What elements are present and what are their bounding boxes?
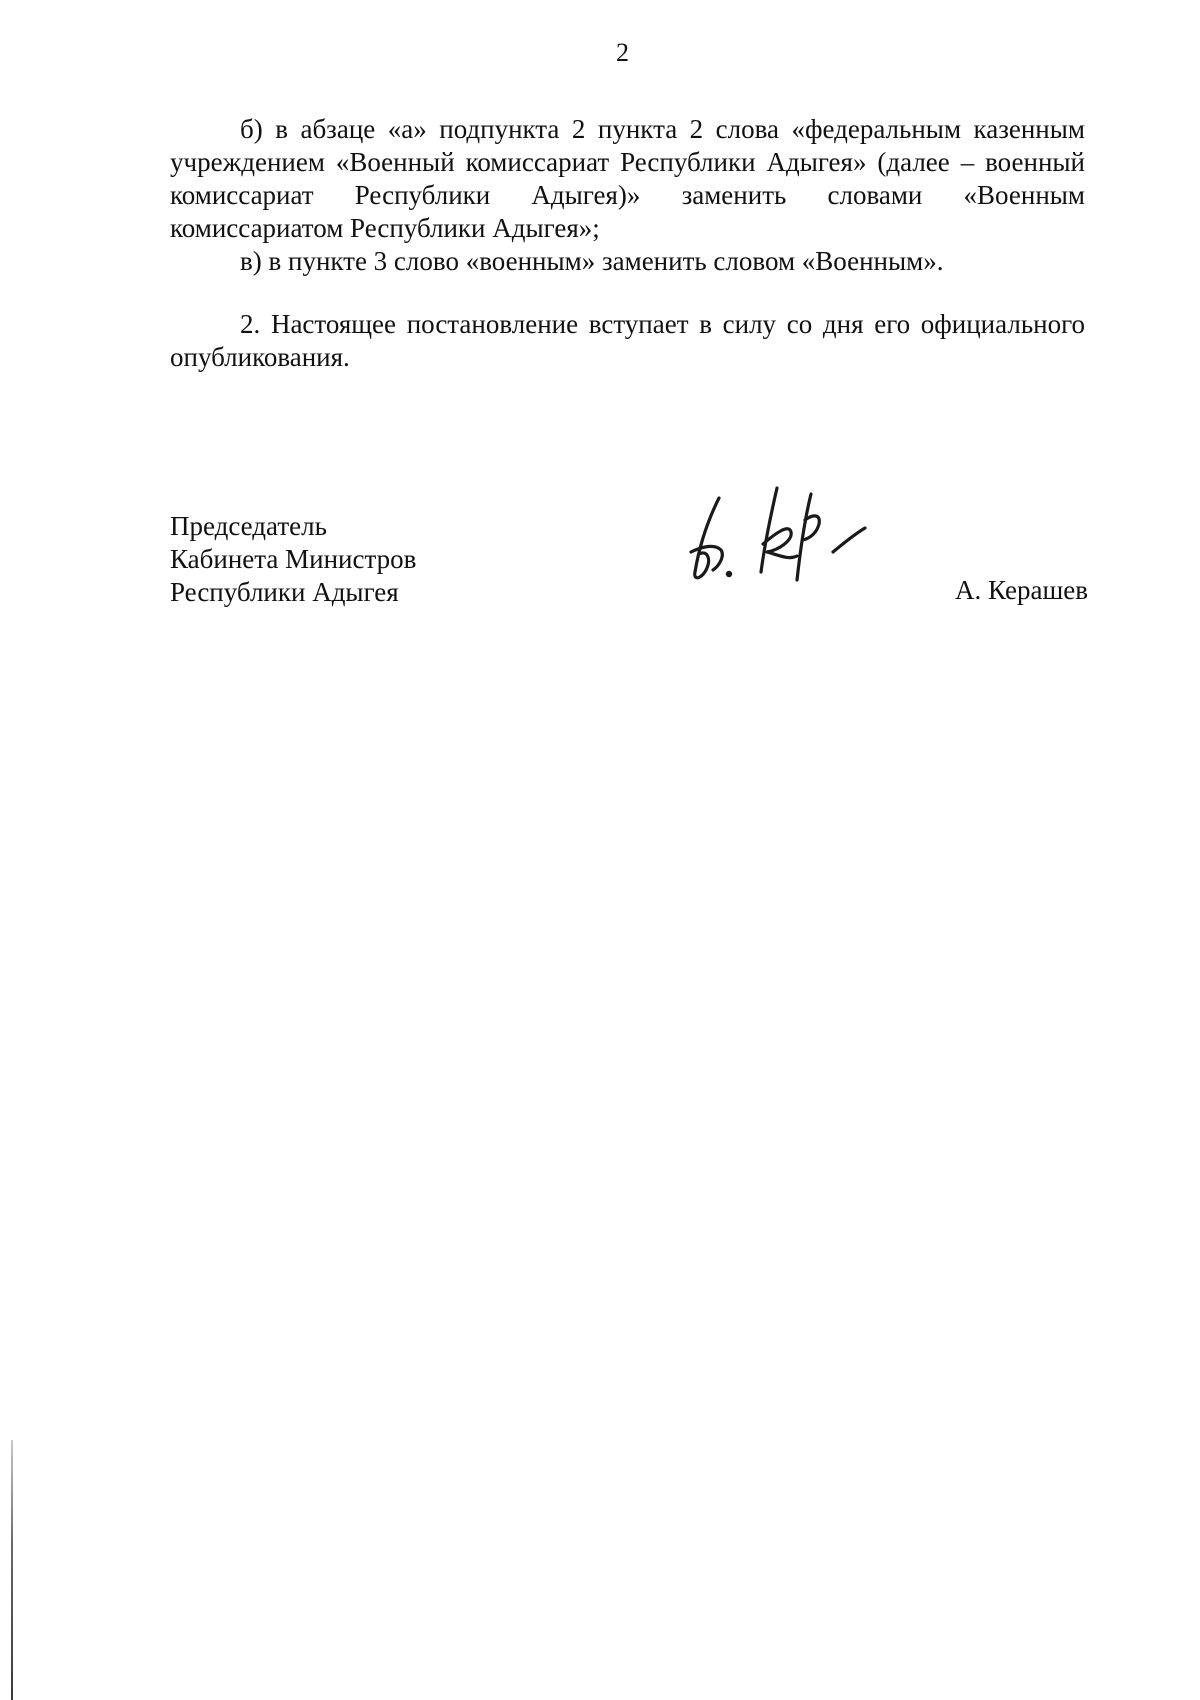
paragraph-item-v: в) в пункте 3 слово «военным» заменить словом «Военным». <box>240 246 944 276</box>
signatory-title-line2: Кабинета Министров <box>170 544 417 574</box>
scan-edge-line <box>11 1440 13 1700</box>
signatory-title <box>170 510 416 609</box>
paragraph-item-b: б) в абзаце «а» подпункта 2 пункта 2 слова «федеральным казенным учреждением «Военный комиссариат Республики Адыгея» (далее – военный комиссариат Республики Адыгея)» заменить словами «Военным комиссариатом Республики Адыгея»; <box>170 114 1085 243</box>
handwritten-signature <box>685 480 870 590</box>
page-number: 2 <box>616 38 629 67</box>
document-body <box>170 113 1085 374</box>
signatory-title-line3: Республики Адыгея <box>170 577 399 607</box>
signer-name: А. Керашев <box>955 575 1088 605</box>
signatory-title-line1: Председатель <box>170 511 327 541</box>
paragraph-item-2: 2. Настоящее постановление вступает в силу со дня его официального опубликования. <box>170 309 1085 372</box>
